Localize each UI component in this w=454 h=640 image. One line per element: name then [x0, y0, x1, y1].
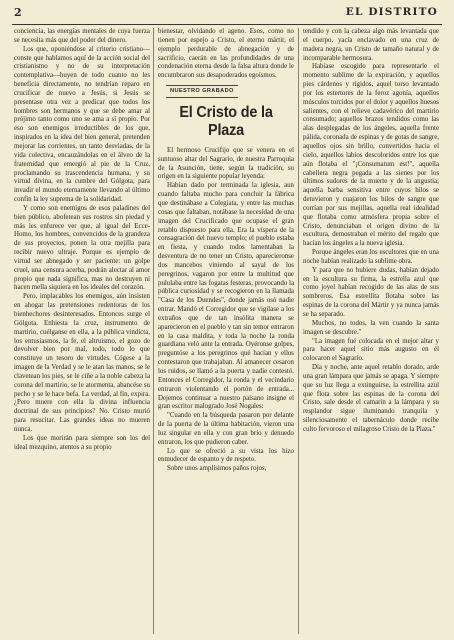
paragraph: Los que, oponiéndose al criterio cristiano—conste que hablamos aquí de la acción social del cristianismo y no de su interpretación contemplativa—huyen de todo cuanto no les beneficia directamente, no tendrían reparo en crucificar de nuevo a Jesús, si Jesús se presentase otra vez a predicar que todos los hombres son hermanos y que se debe amar al prójimo tanto como uno se ama a sí propio. Por eso son enemigos irreductibles de los que, inspirados en la idea del bien general, pretenden mejorar las corrientes, un tanto desviadas, de la vida colectiva, encauzándolas en el álveo de la fraternidad que emergió al pie de la Cruz, proclamando su trascendencia humana, y su virtud divina, en la cumbre del Gólgota, para invadir el mundo eternamente llevando al último confín la ley suprema de la solidaridad.: [14, 45, 150, 204]
column-1: [14, 28, 150, 634]
paragraph: tendido y con la cabeza algo más levantada que el cuerpo, yacía enclavado en una cruz de madera negra, un Cristo de tamaño natural y de incomparable hermosura.: [303, 28, 439, 62]
paragraph: Y para que no hubiere dudas, habían dejado en la escultura su firma, la estrella azul que como joyel habían recogido de las alas de sus sombreros. Esa estrellita flotaba sobre las espinas de la corona del Mártir y ya nunca jamás se ha separado.: [303, 266, 439, 318]
masthead: EL DISTRITO: [345, 6, 438, 18]
paragraph: "La imagen fué colocada en el mejor altar y para hacer aquel sitio más augusto en él colocaron el Sagrario.: [303, 337, 439, 363]
paragraph: Habían dado por terminada la iglesia, aun cuando faltaba mucho para concluir la fábrica que destinábase a Colegiata, y entre las muchas cosas que faltaban, notábase la necesidad de una imagen del Crucificado que ocupase el gran retablo dispuesto para ella. Era la víspera de la consagración del nuevo templo; el pueblo estaba en fiesta, y cuando todos lamentaban la desventura de no tener un Cristo, aparecieronse dos mancebos viniendo al sayal de los peregrinos, vagaron por entre la multitud que pululaba entre las fogatas festeras, provocando la pública curiosidad y se recogieron en la llamada "Casa de los Duendes", donde jamás osó nadie entrar. Mandó el Corregidor que se vigilase a los extraños que de tan insólita manera se aparecieron en el pueblo y tan sin temor entraron en la casa maldita, y toda la noche la ronda guardiana veló ante la entrada. Oyéronse golpes, preguntóse a los peregrinos qué hacían y ellos contestaron que trabajaban. Al amanecer cesaron los ruidos, se llamó a la puerta y nadie contestó. Entonces el Corregidor, la ronda y el vecindario entraron violentando el portón de entrada... Dejemos continuar a nuestro paisano insigne el gran escritor malogrado José Nogales:: [158, 182, 294, 411]
paragraph: Y como son enemigos de esos paladines del bien público, abofetean sus rostros sin piedad y más les enfurece ver que, al igual del Ecce-Homo, los hombres, convencidos de la grandeza de sus proyectos, ponen la otra mejilla para recibir nuevo ultraje. Porque es ejemplo de virtud ser abnegado y ser paciente: un golpe cruel, una censura acerba, podrán alectar al amor propio que nada significa, mas no destruyen ni hacen mella siquiera en los ideales del corazón.: [14, 204, 150, 292]
column-2: [158, 28, 294, 634]
paragraph: Los que morirán para siempre son los del ideal mezquino, atentos a su propio: [14, 434, 150, 451]
paragraph: Pero, implacables los enemigos, aún insisten en ahogar las pretensiones redentoras de los bienhechores desinteresados. Entonces surge el Gólgota. Enhiesta la cruz, instrumento de martirio, cuélganse en ella, a la pública vindicta, los entusiasmos, la fe, el altruismo, el gozo de devolver bien por mal, todo, todo lo que constituye un tesoro de virtudes. Cógese a la imagen de la Verdad y se le atan las manos, se le clavetean los pies, se le ciñe a la noble cabeza la corona del martirio, se le atormenta, abancése su pecho y se le hace befa. La verdad, al fin, expira. ¿Pero muere con ella la divina influencia doctrinal de sus principios? No. Cristo murió para resucitar. Las grandes ideas no mueren nunca.: [14, 293, 150, 433]
section-kicker: NUESTRO GRABADO: [166, 85, 238, 98]
paragraph: Sobre unos amplísimos paños rojos,: [167, 465, 267, 473]
paragraph: "Cuando en la búsqueda pasaron por delante de la puerta de la última habitación, vieron una luz singular en ella y con gran brío y denuedo entraron, los que pudieron caber.: [158, 412, 294, 446]
paragraph: Habíase escogido para representarle el momento sublime de la expiración, y aquellos pies cárdenos y rígidos, aquel torso levantado por los estertores de la feroz agonía, aquellos músculos torcidos por el dolor y aquellos huesos salientes, con el relieve cadavérico del martirio consumado; aquellos brazos tendidos como las alas desplegadas de los ángeles, aquella frente pálida, coronada de espinas y de gotas de sangre, aquellos ojos sin brillo, convertidos hacia el cielo, aquellos labios descoloridos entre los que aún flotaba el "¡Consumatum est!", aquella cabellera negra pegada a las sienes por los últimos sudores de la muerte y de la angustia; aquella barba sensitiva entre cuyos hilos se detuvieron y cuajaron los hilos de sangre que corrían por sus mejillas, aquella real idealidad que flotaba como atmósfera propia sobre el Cristo, denunciaban el origen divino de la escultura, demostraban el mérito del regalo que hacían los ángeles a la nueva iglesia.: [303, 63, 439, 248]
paragraph: Porque ángeles eran los escultores que en una noche habían realizado la sublime obra.: [303, 249, 439, 265]
paragraph: El hermoso Crucifijo que se venera en el suntuoso altar del Sagrario, de nuestra Parroquia de la Asunción, tiene, según la tradición, su origen en la siguiente popular leyenda:: [158, 146, 294, 181]
paragraph: Lo que se ofreció a su vista los hizo enmudecer de espanto y de respeto.: [158, 447, 294, 464]
column-divider: [298, 28, 299, 634]
paragraph: bienestar, olvidando el ageno. Esos, como no tienen por espejo a Cristo, el eterno mártir, el ejemplo perdurable de abnegación y de sacrificio, caerán en las profundidades de una condenación eterna desde la falsa altura donde le encumbraron sus desapoderados egoísmos.: [158, 28, 294, 80]
paragraph: Muchos, no todos, la ven cuando la santa imagen se descubre.": [303, 319, 439, 336]
column-divider: [153, 28, 154, 634]
page-header: [12, 4, 442, 25]
paragraph: Día y noche, ante aquel retablo dorado, arde una gran lámpara que jamás se apaga. Y siempre que su luz llega a extinguirse, la estrellita azul que flota sobre las espinas de la corona del Cristo, sale desde el camarín a la lámpara y su resplandor sigue iluminando tranquila y silenciosamente el tabernáculo donde recibe culto fervoroso el milagroso Cristo de la Plaza.": [303, 364, 439, 433]
article-headline: El Cristo de la Plaza: [179, 103, 273, 139]
paragraph: conciencia, las energías mentales de cuya fuerza se necesita más que del poder del dinero.: [14, 28, 150, 44]
page-number: 2: [14, 6, 22, 19]
column-3: [303, 28, 439, 634]
